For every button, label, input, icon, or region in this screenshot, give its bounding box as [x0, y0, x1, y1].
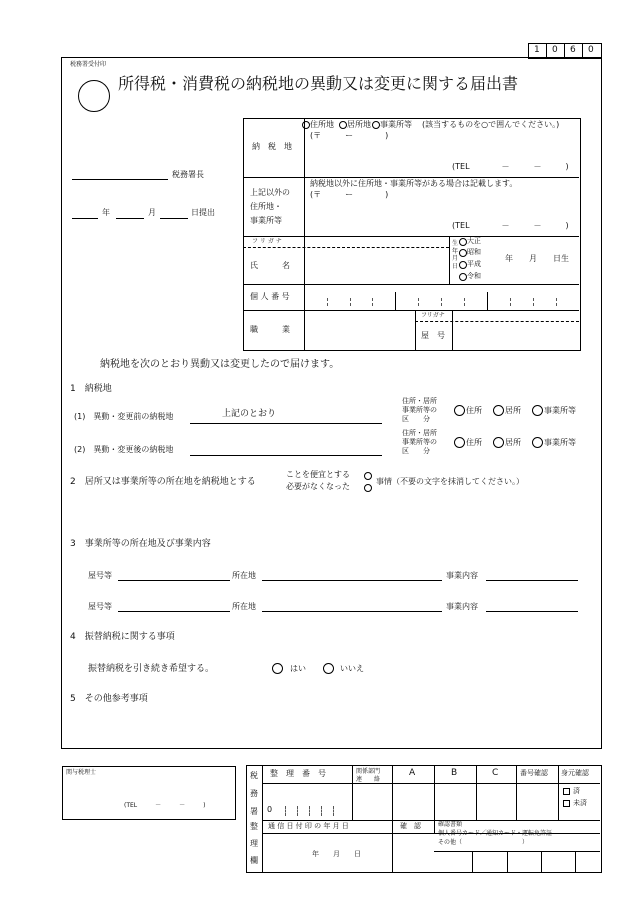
era-option: 令和 [467, 272, 481, 280]
birth-ymd: 年 月 日生 [505, 254, 569, 263]
section5-heading: 5 その他参考事項 [70, 694, 148, 704]
option-circle[interactable] [372, 121, 380, 129]
kubun-option: 居所 [505, 438, 521, 447]
naiyo-label: 事業内容 [446, 571, 478, 580]
kubun-option: 事業所等 [544, 438, 576, 447]
date-year: 年 [102, 208, 110, 217]
tax-accountant-label: 関与税理士 [66, 769, 97, 776]
yago-label: 屋号等 [88, 571, 112, 580]
shop-furigana-label: フリガナ [421, 312, 445, 319]
era-circle[interactable] [459, 249, 467, 257]
mizumi-checkbox[interactable] [563, 800, 570, 807]
office-side-label: 税 [250, 771, 258, 780]
office-side-label: 署 [250, 807, 258, 816]
col-a: A [409, 768, 416, 778]
era-circle[interactable] [459, 261, 467, 269]
form-number-digit: 6 [570, 45, 576, 55]
era-circle[interactable] [459, 273, 467, 281]
name-label: 氏 名 [250, 261, 290, 270]
no-label: いいえ [340, 664, 364, 673]
after-label: (2) 異動・変更後の納税地 [74, 445, 174, 454]
other-label: 事業所等 [250, 216, 282, 225]
yes-label: はい [290, 664, 306, 673]
kubun-option: 住所 [466, 438, 482, 447]
form-number-digit: 0 [588, 45, 594, 55]
section2-text: 2 居所又は事業所等の所在地を納税地とする [70, 477, 256, 487]
kubun-option: 居所 [505, 406, 521, 415]
nozeichi-option: 事業所等 [380, 120, 412, 129]
shozai-label: 所在地 [232, 602, 256, 611]
shozai-label: 所在地 [232, 571, 256, 580]
mynumber-label: 個 人 番 号 [250, 292, 290, 301]
section2-opt2: 必要がなくなった [286, 482, 350, 491]
kubun-option: 事業所等 [544, 406, 576, 415]
yes-circle[interactable] [272, 663, 283, 674]
page-title: 所得税・消費税の納税地の異動又は変更に関する届出書 [118, 74, 519, 93]
other-note: 納税地以外に住所地・事業所等がある場合は記載します。 [310, 179, 518, 188]
form-number-digit: 0 [552, 45, 558, 55]
kubun-circle[interactable] [493, 405, 504, 416]
kubun-option: 住所 [466, 406, 482, 415]
date-ymd: 年 月 日 [312, 850, 361, 858]
before-value[interactable]: 上記のとおり [222, 409, 277, 419]
tsushin-label: 通 信 日 付 印 の 年 月 日 [268, 822, 349, 830]
section4-question: 振替納税を引き続き希望する。 [88, 664, 215, 674]
occupation-label: 職 業 [250, 325, 290, 334]
no-circle[interactable] [323, 663, 334, 674]
kubun-circle[interactable] [454, 405, 465, 416]
kubun-circle[interactable] [493, 437, 504, 448]
office-side-label: 理 [250, 839, 258, 848]
section3-heading: 3 事業所等の所在地及び事業内容 [70, 539, 211, 549]
furigana-label: フ リ ガ ナ [252, 238, 282, 245]
col-b: B [451, 768, 458, 778]
naiyo-label: 事業内容 [446, 602, 478, 611]
nozeichi-label: 納 税 地 [252, 142, 292, 151]
before-label: (1) 異動・変更前の納税地 [74, 412, 174, 421]
yago-label: 屋号等 [88, 602, 112, 611]
other-label: 上記以外の [250, 188, 290, 197]
shorui-list: 個人番号カード／通知カード・運転免許証 [438, 830, 553, 837]
kubun-circle[interactable] [532, 405, 543, 416]
kubun-label: 住所・居所 事業所等の 区 分 [402, 429, 437, 455]
col-c: C [492, 768, 499, 778]
kubun-circle[interactable] [532, 437, 543, 448]
applicant-table [243, 118, 581, 351]
stamp-label: 税務署受付印 [70, 61, 107, 68]
office-suffix: 税務署長 [172, 170, 204, 179]
office-side-label: 務 [250, 789, 258, 798]
nozeichi-option: 住所地 [310, 120, 334, 129]
nozeichi-note: (該当するものを○で囲んでください。) [422, 120, 560, 129]
option-circle[interactable] [302, 121, 310, 129]
postal-code[interactable]: (〒 ー ) [310, 131, 389, 140]
kankei-bumon-label: 関係部門 連 絡 [356, 768, 381, 783]
office-table [246, 765, 602, 873]
era-option: 昭和 [467, 248, 481, 256]
sonota-label: その他（ ） [438, 839, 529, 846]
zumi-checkbox[interactable] [563, 788, 570, 795]
section1-heading: 1 納税地 [70, 384, 112, 394]
nozeichi-option: 居所地 [347, 120, 371, 129]
shop-label: 屋 号 [421, 331, 445, 340]
section2-tail: 事情（不要の文字を抹消してください。） [376, 477, 524, 486]
tax-accountant-tel[interactable]: (TEL － － ) [124, 802, 206, 809]
other-label: 住所地・ [250, 202, 282, 211]
section2-opt1: ことを便宜とする [286, 470, 350, 479]
era-option: 大正 [467, 237, 481, 245]
zumi-label: 済 [573, 787, 580, 795]
date-day: 日提出 [191, 208, 215, 217]
seiri-bango-label: 整 理 番 号 [270, 769, 326, 778]
birth-label: 生年月日 [452, 240, 459, 270]
kubun-label: 住所・居所 事業所等の 区 分 [402, 397, 437, 423]
stamp-circle [78, 80, 110, 112]
tel-field[interactable]: (TEL － － ) [452, 221, 569, 230]
mimoto-kakunin-label: 身元確認 [561, 769, 589, 777]
option-circle[interactable] [339, 121, 347, 129]
kakunin-label: 確 認 [400, 822, 421, 830]
era-circle[interactable] [459, 238, 467, 246]
office-side-label: 欄 [250, 856, 258, 865]
postal-code[interactable]: (〒 ー ) [310, 190, 389, 199]
shorui-label: 確認書類 [438, 821, 463, 828]
bango-kakunin-label: 番号確認 [520, 769, 548, 777]
option-circle[interactable] [364, 472, 372, 480]
era-option: 平成 [467, 260, 481, 268]
form-number-digit: 1 [534, 45, 540, 55]
section4-heading: 4 振替納税に関する事項 [70, 632, 175, 642]
kubun-circle[interactable] [454, 437, 465, 448]
seiri-zero: 0 [267, 805, 273, 814]
statement: 納税地を次のとおり異動又は変更したので届けます。 [100, 359, 340, 370]
option-circle[interactable] [364, 484, 372, 492]
mizumi-label: 未済 [573, 799, 587, 807]
tel-field[interactable]: (TEL － － ) [452, 162, 569, 171]
office-side-label: 整 [250, 822, 258, 831]
date-month: 月 [148, 208, 156, 217]
